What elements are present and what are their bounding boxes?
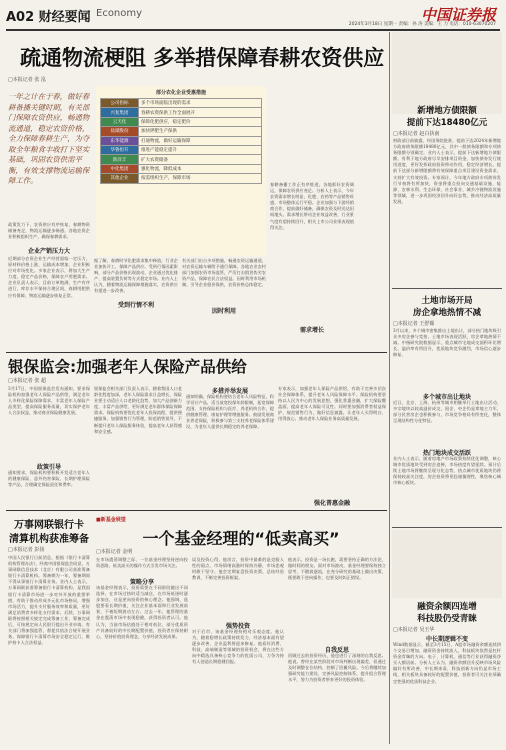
bottom-left-headline-1: 万事网联银行卡 bbox=[14, 520, 84, 531]
policy-row bbox=[101, 174, 262, 183]
mid-body-col2: 银保监会相关部门负责人表示，随着我国人口老龄化程度加深，老年人保险需求日益增长，保险业要主动适应人口老龄化趋势，加大产品创新力度，丰富产品供给，更好满足老年群体保险保障需求。保险机构要优化老年人投保流程，提供便捷服务，加强销售行为管理，防范销售误导，不断提升老年人保险服务体验，提高老年人获得感和安全感。 bbox=[94, 386, 182, 434]
lead-body-col1: 近期部分农资企业生产经营面临一定压力，原材料价格上涨，运输成本增加，企业积极应对市场变化。多家企业表示，将加大生产力度，稳定产品价格，保障农户用肥需求。企业负责人表示，目前订单饱满，生产有序进行，库存水平保持合理区间，春耕用肥供应有保障，物流运输逐步恢复正常。 bbox=[8, 256, 90, 298]
masthead-logo: 中国证券报 bbox=[420, 6, 496, 24]
bottom-center-col3a: 他表示，投资是一场长跑，需要坚持正确的方法论，做时间的朋友。面对市场波动，基金经理要保持独立思考，不随波逐流，在充分研究的基础上做出决策，既要敢于逆向操作，也要及时纠正错误。 bbox=[288, 557, 386, 581]
right-bottom-byline: □本报记者 吴玉华 bbox=[393, 627, 435, 633]
bottom-left-headline-2: 清算机构获准筹备 bbox=[9, 534, 89, 545]
mid-body-col3: 通知明确，保险机构要结合老年人风险特征，科学设计产品，适当放宽投保年龄限制，拓宽保障范围。支持保险机构与医疗、养老机构合作，提供健康管理、康复护理等增值服务。鼓励发展商业养老保险，积极参与第三支柱养老保险体系建设，为老年人提供长期稳定的养老保障。 bbox=[186, 394, 274, 430]
bottom-center-col1: 该基金经理表示，投资需要在不同阶段做出不同选择，在市场过热时适当减仓，在市场低迷时逐步加仓，这是逆向投资的核心理念。他强调，选股要看长期价值，关注企业基本面和行业发展前景，不被短期波动左右。过去一年，他管理的基金在震荡市场中表现稳健，获得投资者认可。他认为，当前市场估值处于相对低位，部分优质资产具备较好的中长期配置价值，投资者应保持耐心，坚持价值投资理念，分享经济发展成果。 bbox=[96, 585, 188, 639]
right-top-body: 财政部日前披露，经国务院批准，提前下达2024年新增地方政府债务限额18480亿元，其中一般债务限额和专项债务限额分别确定。业内人士表示，提前下达新增地方债限额，有利于地方政府尽早安排项目资金，加快债券发行使用进度，更好发挥政府投资带动作用，稳定经济增长。提前下达部分新增限额将有效保障重点项目建设资金需求，支持扩大有效投资。专家预计，今年地方政府专项债券发行节奏将有所加快，资金将重点投向交通基础设施、能源、农林水利、生态环保、社会事业、城乡冷链物流设施等领域，进一步巩固经济回升向好态势，推动经济高质量发展。 bbox=[393, 138, 501, 204]
lead-headline: 疏通物流梗阻 多举措保障春耕农资供应 bbox=[20, 46, 385, 70]
bottom-rule bbox=[6, 510, 387, 511]
bottom-center-col2a: 谈及投资心得，他坦言，投资中最难的是克服人性的弱点，市场情绪高涨时保持冷静，市场悲观时敢于坚守。他会定期复盘投资决策，总结经验教训，不断完善投资框架。 bbox=[192, 557, 284, 581]
mid-body-col4: 专家表示，加强老年人保险产品供给，有助于完善多层次社会保障体系，提升老年人风险保障水平。保险机构要坚持以人民为中心的发展思想，强化普惠金融，扩大保险覆盖面，提高老年人保险可及性。同时要加强消费者权益保护，规范销售行为，做好信息披露，让老年人买得明白、用得放心，推动老年人保险业务高质量发展。 bbox=[278, 386, 386, 422]
policy-category: 兴复集团 bbox=[101, 108, 139, 117]
policy-category: 中化集团 bbox=[101, 164, 139, 173]
right-mid-headline-1: 土地市场开局 bbox=[421, 296, 473, 306]
lead-body-col3: 有关部门出台多项措施，畅通农资运输通道，对农资运输车辆给予通行保障。各地农业农村部门加强农资市场监管，严厉打击假冒伪劣农资产品，保障农民合法权益。因时利用市场机制，引导企业稳价保供，农资价格总体稳定。 bbox=[182, 258, 266, 288]
right-bottom-photo bbox=[392, 530, 502, 598]
header-rule bbox=[6, 29, 500, 31]
right-top-byline: □本报记者 赵白执南 bbox=[393, 131, 440, 137]
policy-table bbox=[100, 98, 262, 184]
bottom-left-byline: □本报记者 彭扬 bbox=[8, 547, 45, 553]
lead-body-col2: 据了解，春耕时节化肥需求集中释放，行业企业加快开工，保障产品供应。受到行情因素影响，部分产品价格出现波动，企业通过优化排产、提高装置负荷等方式稳定市场。业内人士认为，随着物流运输保障措施落实，农资供应有望进一步改善。 bbox=[94, 258, 178, 294]
policy-figure-title: 部分农化企业受惠措施 bbox=[155, 90, 206, 96]
bottom-center-tag: ■新基金展望 bbox=[96, 517, 126, 523]
mid-byline: □本报记者 张 超 bbox=[8, 378, 46, 384]
mid-subhead-0: 多措并举发展 bbox=[211, 388, 248, 395]
bottom-center-subhead-3: 自我反思 bbox=[324, 647, 349, 654]
policy-row bbox=[101, 164, 262, 173]
bottom-left-body: 中国人民银行日前消息，根据《银行卡清算机构管理办法》，经商中国银保监会同意，万事网联信息技术（北京）有限公司获准筹备银行卡清算机构。筹备期为一年，筹备期间不得从事银行卡清算业务。业内人士表示，万事网联获准筹备银行卡清算机构，是我国银行卡清算市场进一步对外开放的重要举措，有助于推动形成多元化市场格局，增强市场活力，提升支付服务效率和质量，更好满足消费者多样化支付需求。后续，万事网联将按照相关规定完成筹备工作，筹备完成后，可按规定向人民银行提出开业申请。有关部门将加强监管，督促其依法合规开展业务，保障银行卡清算市场安全稳定运行，维护持卡人合法权益。 bbox=[8, 555, 90, 646]
section-label: A02 财经要闻 bbox=[6, 10, 91, 25]
policy-category: 东华能源 bbox=[101, 136, 139, 145]
policy-category: 盐湖股份 bbox=[101, 127, 139, 136]
policy-row bbox=[101, 117, 262, 126]
policy-text: 推进产能稳定提升 bbox=[139, 145, 262, 154]
policy-category: 其他企业 bbox=[101, 174, 139, 183]
policy-text: 多个市场面临出现的需求 bbox=[139, 99, 262, 108]
right-mid-body-1: 3月以来，多个城市密集推出土地出让，部分热门地块吸引众多房企参与竞拍，土地市场表现活跃，房企拿地热情不减。中指研究院数据显示，重点城市宅地成交面积环比增长，溢价率有所回升，优质地块竞争激烈，市场信心逐步修复。 bbox=[393, 328, 501, 358]
policy-row bbox=[101, 136, 262, 145]
policy-row bbox=[101, 155, 262, 164]
policy-category: 云天化 bbox=[101, 117, 139, 126]
lead-pull-quote: 一年之计在于春，做好春耕备播关键时期，有关部门保障农资供应，畅通物流通道，稳定农资价格，全力保障春耕生产，为夺取全年粮食丰收打下坚实基础，巩固农资供需平衡，有效支撑物流运输保障工作。 bbox=[8, 92, 90, 185]
policy-text: 扩大农资储备 bbox=[139, 155, 262, 164]
policy-text: 强化物流，降低成本 bbox=[139, 164, 262, 173]
policy-row bbox=[101, 99, 262, 108]
bottom-center-col2: 对于后市，该基金经理持相对乐观态度。他认为，随着稳增长政策持续发力，经济基本面有望逐步改善，企业盈利将迎来修复。他看好消费、科技、高端制造等领域的投资机会，将在这些方向中精选具备核心竞争力的优质公司，力争为持有人创造长期稳健回报。 bbox=[192, 629, 284, 665]
right-mid-headline-2: 房企拿地热情不减 bbox=[412, 308, 481, 318]
right-mid-subhead-1: 多个城市出让地块 bbox=[422, 394, 471, 401]
policy-category: 华鲁恒升 bbox=[101, 145, 139, 154]
policy-text: 春耕农资保供工作全面展开 bbox=[139, 108, 262, 117]
right-photo-area bbox=[392, 32, 502, 114]
bottom-center-intro: 在市场震荡调整之际，一位基金经理坚持逆向投资思路，低卖高买的操作方式引发市场关注。 bbox=[96, 557, 188, 569]
right-mid-subhead-2: 热门地块成交活跃 bbox=[422, 450, 471, 457]
lead-body-col4: 春耕备播工作正有序推进，各地抓好农资调运，保障农资供应充足。分析人士表示，今年农资需求增长明显，化肥、农药等产品销售旺盛，市场整体运行平稳。企业加强与下游经销商合作，提前做好储备，确保农资及时送达田间地头。需求增长带动企业效益改善，行业景气度有望持续回升，相关上市公司业绩表现值得关注。 bbox=[270, 182, 354, 230]
right-divider-2 bbox=[392, 527, 502, 528]
policy-row bbox=[101, 108, 262, 117]
lead-subhead-2: 受到行情不利 bbox=[117, 302, 154, 309]
right-top-headline-1: 新增地方债限额 bbox=[417, 106, 477, 116]
date-line: 2024年3月18日 星期一 责编：孙 涛 美编：王 力 电话：010-63070207 bbox=[348, 22, 496, 27]
right-mid-body-3: 业内人士表示，随着房地产市场政策持续优化调整，核心城市优质地块受到房企追捧，市场热度有望延续。预计后续土地市场将继续呈现分化态势，热点城市优质地块仍将保持较高关注度，房企投资将更趋谨慎理性，聚焦核心城市核心板块。 bbox=[393, 456, 501, 486]
section-label-en: Economy bbox=[96, 8, 143, 19]
bottom-center-col3: 回顾过去的投资经历，他也进行了深刻的自我反思。他说，曾经在某些阶段对市场判断出现偏差，但通过及时调整仓位结构，控制了回撤风险。今后将继续加强研究能力建设，完善风险控制体系，提升组合管理水平，努力为投资者带来更好的投资体验。 bbox=[288, 653, 386, 683]
right-bottom-headline-1: 融资余额四连增 bbox=[417, 602, 477, 612]
right-mid-body-2: 近日，北京、上海、杭州等城市相继举行土地出让活动，多宗地块以较高溢价成交，国企、央企仍是拿地主力军，部分民营房企也积极参与，市场竞争格局有所变化，整体呈现结构性分化特征。 bbox=[393, 400, 501, 424]
right-top-headline-2: 提前下达18480亿元 bbox=[406, 118, 488, 128]
lead-subhead-1: 企业产销压力大 bbox=[27, 248, 70, 255]
lead-subhead-3: 因时利用 bbox=[211, 308, 236, 315]
bottom-center-headline: 一个基金经理的“低卖高买” bbox=[142, 529, 340, 548]
policy-figure bbox=[96, 86, 266, 256]
policy-text: 保障化肥供应，稳定肥价 bbox=[139, 117, 262, 126]
mid-body-col1b: 通知要求，保险机构要积极开发适合老年人的健康保险、意外伤害保险、长期护理保险等产品，合理确定保险责任和费率。 bbox=[8, 470, 90, 488]
policy-text: 按需组织生产，保障市场 bbox=[139, 174, 262, 183]
right-bottom-body: Wind数据显示，截至3月15日，A股市场融资余额连续四个交易日增加，融资资金持续流入，科技板块依然是杠杆资金青睐的方向。电子、计算机、通信等行业获得融资净买入额居前。分析人士认为，融资余额回升反映市场风险偏好有所改善，中长期来看，科技创新方向仍是市场主线，相关板块具备较好的配置价值，投资者可关注业绩确定性强的优质科技企业。 bbox=[393, 642, 501, 684]
policy-category: 新洋丰 bbox=[101, 155, 139, 164]
right-divider-1 bbox=[392, 288, 502, 289]
mid-subhead-1: 政策引导 bbox=[36, 464, 61, 471]
right-bottom-subhead: 中长期逻辑不变 bbox=[425, 636, 468, 643]
lead-byline: □本报记者 张 泓 bbox=[8, 77, 46, 83]
policy-text: 打通物流，做好运输保障 bbox=[139, 136, 262, 145]
page-header bbox=[0, 0, 506, 30]
policy-row bbox=[101, 145, 262, 154]
right-mid-byline: □本报记者 王舒嫄 bbox=[393, 321, 435, 327]
column-divider bbox=[389, 32, 390, 744]
bottom-center-byline: □本报记者 金明 bbox=[96, 549, 133, 555]
mid-headline: 银保监会:加强老年人保险产品供给 bbox=[8, 358, 247, 376]
mid-body-col1: 3月17日，中国银保监会发布通知，要求保险机构加强老年人保险产品供给，满足老年人多样化保险保障需求，丰富老年人保险产品类型，提高保险服务质量，切实保护老年人合法权益，推动商业保险健康发展。 bbox=[8, 386, 90, 416]
mid-rule-top bbox=[6, 352, 387, 353]
policy-text: 加快钾肥生产保供 bbox=[139, 127, 262, 136]
bottom-center-subhead-1: 策略分享 bbox=[129, 579, 154, 586]
policy-category: 公司指标 bbox=[101, 99, 139, 108]
lead-body-col1a: 政策发力下，农资供应有序恢复，春耕物资储备充足，物流运输逐步畅通，各地农资企业积极组织生产，确保春耕需求。 bbox=[8, 222, 90, 240]
policy-row bbox=[101, 127, 262, 136]
lead-subhead-4: 需求增长 bbox=[299, 327, 324, 334]
bottom-center-subhead-2: 强势投资 bbox=[225, 623, 250, 630]
mid-subhead-2: 强化普惠金融 bbox=[313, 500, 350, 507]
right-bottom-headline-2: 科技股仍受青睐 bbox=[417, 614, 477, 624]
